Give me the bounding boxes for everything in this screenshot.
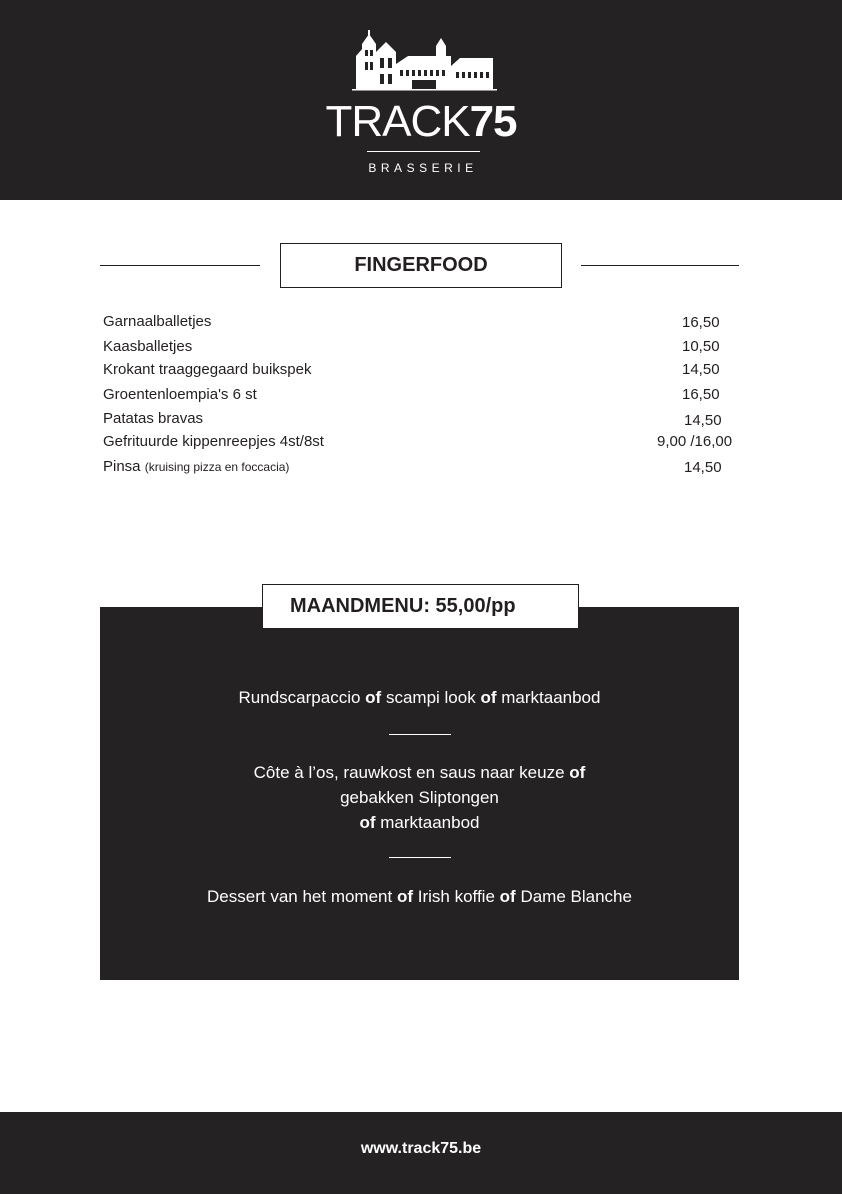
course-option: marktaanbod [501,688,601,707]
menu-item-name: Kaasballetjes [103,338,193,355]
course-option: marktaanbod [380,813,480,832]
brand-number: 75 [469,97,517,146]
menu-item-price: 14,50 [684,459,722,476]
website-link[interactable]: www.track75.be [360,1140,482,1157]
brand-prefix: TRACK [325,97,470,146]
section-rule-left [100,265,260,266]
section-rule-right [581,265,739,266]
menu-item-price: 9,00 /16,00 [657,433,733,450]
course-starter [100,685,739,710]
course-main-line-1 [100,760,739,785]
section-title-maandmenu: MAANDMENU: 55,00/pp [262,584,579,629]
menu-item-price: 16,50 [682,386,720,403]
menu-item-name: Patatas bravas [103,410,204,427]
course-option: Dame Blanche [520,887,632,906]
course-divider [389,734,451,735]
course-main-line-3 [100,810,739,835]
brand-subtitle: BRASSERIE [368,161,478,175]
course-option: scampi look [385,688,476,707]
or-connector: of [569,763,586,782]
menu-item-price: 16,50 [682,314,720,331]
menu-item-price: 10,50 [682,338,720,355]
menu-item-name: Groentenloempia's 6 st [103,386,257,403]
course-option: Côte à l’os, rauwkost en saus naar keuze [253,763,565,782]
course-option: Dessert van het moment [207,887,393,906]
or-connector: of [359,813,376,832]
menu-item-name [103,458,289,475]
header-banner [0,0,842,200]
brand-divider [367,151,480,152]
course-main [100,760,739,835]
or-connector: of [499,887,516,906]
course-option: Irish koffie [417,887,495,906]
menu-item-name: Gefrituurde kippenreepjes 4st/8st [103,433,324,450]
building-logo-icon [352,30,497,92]
or-connector: of [396,887,414,906]
menu-item-name: Garnaalballetjes [103,313,212,330]
brand-name [0,96,842,148]
menu-item-label: Pinsa [103,458,141,475]
section-title-fingerfood: FINGERFOOD [280,243,562,288]
or-connector: of [365,688,382,707]
menu-item-price: 14,50 [684,412,722,429]
menu-item-price: 14,50 [682,361,720,378]
course-divider [389,857,451,858]
menu-item-note: (kruising pizza en foccacia) [144,460,290,474]
course-dessert [100,884,739,909]
menu-item-name: Krokant traaggegaard buikspek [103,361,312,378]
course-option: Rundscarpaccio [238,688,361,707]
or-connector: of [480,688,497,707]
course-main-line-2: gebakken Sliptongen [340,788,499,807]
